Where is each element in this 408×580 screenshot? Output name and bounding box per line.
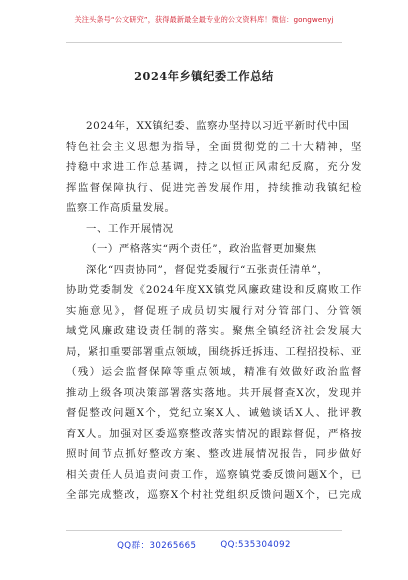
paragraph-line: 协助党委制发《2024年度XX镇党风廉政建设和反腐败工作 [66, 284, 362, 296]
section-heading: 一、工作开展情况 [86, 222, 174, 235]
paragraph-line: 监察工作高质量发展。 [66, 202, 176, 214]
footer-divider [66, 530, 342, 531]
footer [0, 534, 408, 556]
header-divider [66, 42, 342, 43]
document-body [66, 116, 362, 506]
paragraph-line: 2024年，XX镇纪委、监察办坚持以习近平新时代中国 [86, 120, 350, 132]
paragraph-line: 推动上级各项决策部署落实落地。共开展督查X次，发现并 [66, 386, 362, 399]
top-banner [0, 0, 408, 40]
paragraph-line: 挥监督保障执行、促进完善发展作用，持续推动我镇纪检 [66, 181, 362, 194]
paragraph-line: 持稳中求进工作总基调，持之以恒正风肃纪反腐，充分发 [66, 161, 362, 173]
paragraph-line: 深化“四责协同”，督促党委履行“五张责任清单”， [86, 263, 329, 276]
paragraph-line: （残）运会监督保障等重点领域，精准有效做好政治监督 [66, 366, 362, 378]
paragraph-line: 督促整改问题X个，党纪立案X人、诫勉谈话X人、批评教 [66, 407, 362, 419]
paragraph-line: 实施意见》，督促班子成员切实履行对分管部门、分管领 [66, 304, 362, 317]
paragraph-line: 特色社会主义思想为指导，全面贯彻党的二十大精神，坚 [66, 140, 362, 153]
paragraph-line: 育X人。加强对区委巡察整改落实情况的跟踪督促，严格按 [66, 427, 362, 440]
subsection-heading: （一）严格落实“两个责任”，政治监督更加聚焦 [86, 243, 317, 255]
qq-contact-number: QQ:535304092 [220, 540, 291, 550]
paragraph-line: 全部完成整改，巡察X个村社党组织反馈问题X个，已完成 [66, 489, 362, 501]
paragraph-line: 相关责任人员追责问责工作，巡察镇党委反馈问题X个，已 [66, 468, 362, 481]
qq-group-number: QQ群：30265665 [117, 541, 197, 551]
paragraph-line: 局，紧扣重要部署重点领域，围绕拆迁拆违、工程招投标、亚 [66, 345, 362, 358]
document-title: 2024年乡镇纪委工作总结 [134, 69, 274, 83]
banner-text: 关注头条号“公文研究”，获得最新最全最专业的公文资料库！微信：gongwenyj [74, 15, 334, 24]
paragraph-line: 域党风廉政建设责任制的落实。聚焦全镇经济社会发展大 [66, 325, 362, 337]
paragraph-line: 照时间节点抓好整改方案、整改进展情况报告，同步做好 [66, 448, 362, 460]
